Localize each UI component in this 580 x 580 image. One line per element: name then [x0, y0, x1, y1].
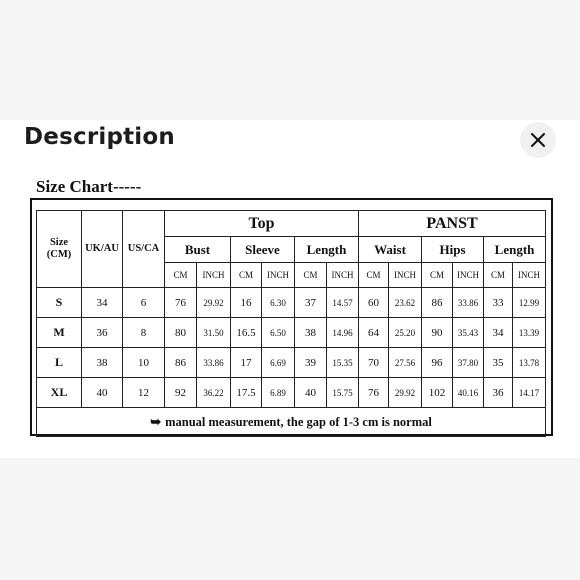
table-row — [37, 318, 546, 348]
sleeve-cm-cell: 16 — [231, 288, 262, 318]
unit-inch: INCH — [453, 263, 484, 288]
unit-cm: CM — [165, 263, 197, 288]
uk-au-cell: 34 — [82, 288, 123, 318]
top-length-cm-cell: 37 — [295, 288, 327, 318]
bust-cm-cell: 86 — [165, 348, 197, 378]
sleeve-inch-cell: 6.89 — [262, 378, 295, 408]
top-length-inch-cell: 15.35 — [327, 348, 359, 378]
unit-cm: CM — [359, 263, 389, 288]
bust-inch-cell: 33.86 — [197, 348, 231, 378]
hips-cm-cell: 102 — [422, 378, 453, 408]
unit-cm: CM — [422, 263, 453, 288]
top-length-inch-cell: 14.57 — [327, 288, 359, 318]
waist-inch-cell: 25.20 — [389, 318, 422, 348]
hips-cm-cell: 86 — [422, 288, 453, 318]
waist-inch-cell: 29.92 — [389, 378, 422, 408]
unit-inch: INCH — [197, 263, 231, 288]
top-length-inch-cell: 14.96 — [327, 318, 359, 348]
unit-cm: CM — [231, 263, 262, 288]
close-icon — [531, 133, 545, 147]
pants-length-inch-cell: 14.17 — [513, 378, 546, 408]
sleeve-cm-cell: 16.5 — [231, 318, 262, 348]
sleeve-inch-cell: 6.69 — [262, 348, 295, 378]
pants-length-cm-cell: 36 — [484, 378, 513, 408]
table-row — [37, 288, 546, 318]
top-length-cm-cell: 39 — [295, 348, 327, 378]
bust-cm-cell: 80 — [165, 318, 197, 348]
uk-au-cell: 36 — [82, 318, 123, 348]
waist-cm-cell: 76 — [359, 378, 389, 408]
top-length-inch-cell: 15.75 — [327, 378, 359, 408]
size-cell: M — [37, 318, 82, 348]
measurement-note-text: manual measurement, the gap of 1-3 cm is normal — [165, 415, 432, 429]
bust-header: Bust — [165, 237, 231, 263]
waist-inch-cell: 23.62 — [389, 288, 422, 318]
unit-cm: CM — [484, 263, 513, 288]
unit-inch: INCH — [262, 263, 295, 288]
table-row — [37, 348, 546, 378]
size-chart-heading: Size Chart----- — [36, 177, 142, 196]
waist-cm-cell: 64 — [359, 318, 389, 348]
top-group-header: Top — [165, 211, 359, 237]
top-length-header: Length — [295, 237, 359, 263]
sleeve-inch-cell: 6.50 — [262, 318, 295, 348]
pants-length-cm-cell: 34 — [484, 318, 513, 348]
pants-length-cm-cell: 33 — [484, 288, 513, 318]
us-ca-cell: 10 — [123, 348, 165, 378]
waist-cm-cell: 60 — [359, 288, 389, 318]
pants-length-inch-cell: 13.39 — [513, 318, 546, 348]
bust-inch-cell: 29.92 — [197, 288, 231, 318]
bust-inch-cell: 36.22 — [197, 378, 231, 408]
size-column-header — [37, 211, 82, 288]
measurement-note — [37, 408, 546, 437]
hips-inch-cell: 40.16 — [453, 378, 484, 408]
pants-length-inch-cell: 12.99 — [513, 288, 546, 318]
size-cell: XL — [37, 378, 82, 408]
hips-inch-cell: 37.80 — [453, 348, 484, 378]
us-ca-header: US/CA — [123, 211, 165, 288]
pants-group-header: PANST — [359, 211, 546, 237]
size-cell: S — [37, 288, 82, 318]
sleeve-cm-cell: 17 — [231, 348, 262, 378]
bust-inch-cell: 31.50 — [197, 318, 231, 348]
sleeve-cm-cell: 17.5 — [231, 378, 262, 408]
size-header-unit: (CM) — [46, 249, 72, 260]
hips-inch-cell: 35.43 — [453, 318, 484, 348]
waist-inch-cell: 27.56 — [389, 348, 422, 378]
table-row — [37, 378, 546, 408]
waist-cm-cell: 70 — [359, 348, 389, 378]
uk-au-cell: 38 — [82, 348, 123, 378]
size-header-label: Size — [49, 237, 69, 248]
bust-cm-cell: 92 — [165, 378, 197, 408]
close-button[interactable] — [520, 122, 556, 158]
uk-au-header: UK/AU — [82, 211, 123, 288]
hips-cm-cell: 96 — [422, 348, 453, 378]
hips-inch-cell: 33.86 — [453, 288, 484, 318]
waist-header: Waist — [359, 237, 422, 263]
page-title: Description — [24, 124, 175, 150]
pants-length-cm-cell: 35 — [484, 348, 513, 378]
pants-length-inch-cell: 13.78 — [513, 348, 546, 378]
pants-length-header: Length — [484, 237, 546, 263]
top-length-cm-cell: 40 — [295, 378, 327, 408]
uk-au-cell: 40 — [82, 378, 123, 408]
sleeve-header: Sleeve — [231, 237, 295, 263]
hips-header: Hips — [422, 237, 484, 263]
top-length-cm-cell: 38 — [295, 318, 327, 348]
us-ca-cell: 6 — [123, 288, 165, 318]
sleeve-inch-cell: 6.30 — [262, 288, 295, 318]
unit-inch: INCH — [513, 263, 546, 288]
unit-cm: CM — [295, 263, 327, 288]
bust-cm-cell: 76 — [165, 288, 197, 318]
size-chart-table — [36, 210, 546, 437]
arrow-right-icon: ➥ — [150, 414, 162, 429]
unit-inch: INCH — [327, 263, 359, 288]
us-ca-cell: 8 — [123, 318, 165, 348]
size-cell: L — [37, 348, 82, 378]
unit-inch: INCH — [389, 263, 422, 288]
hips-cm-cell: 90 — [422, 318, 453, 348]
us-ca-cell: 12 — [123, 378, 165, 408]
